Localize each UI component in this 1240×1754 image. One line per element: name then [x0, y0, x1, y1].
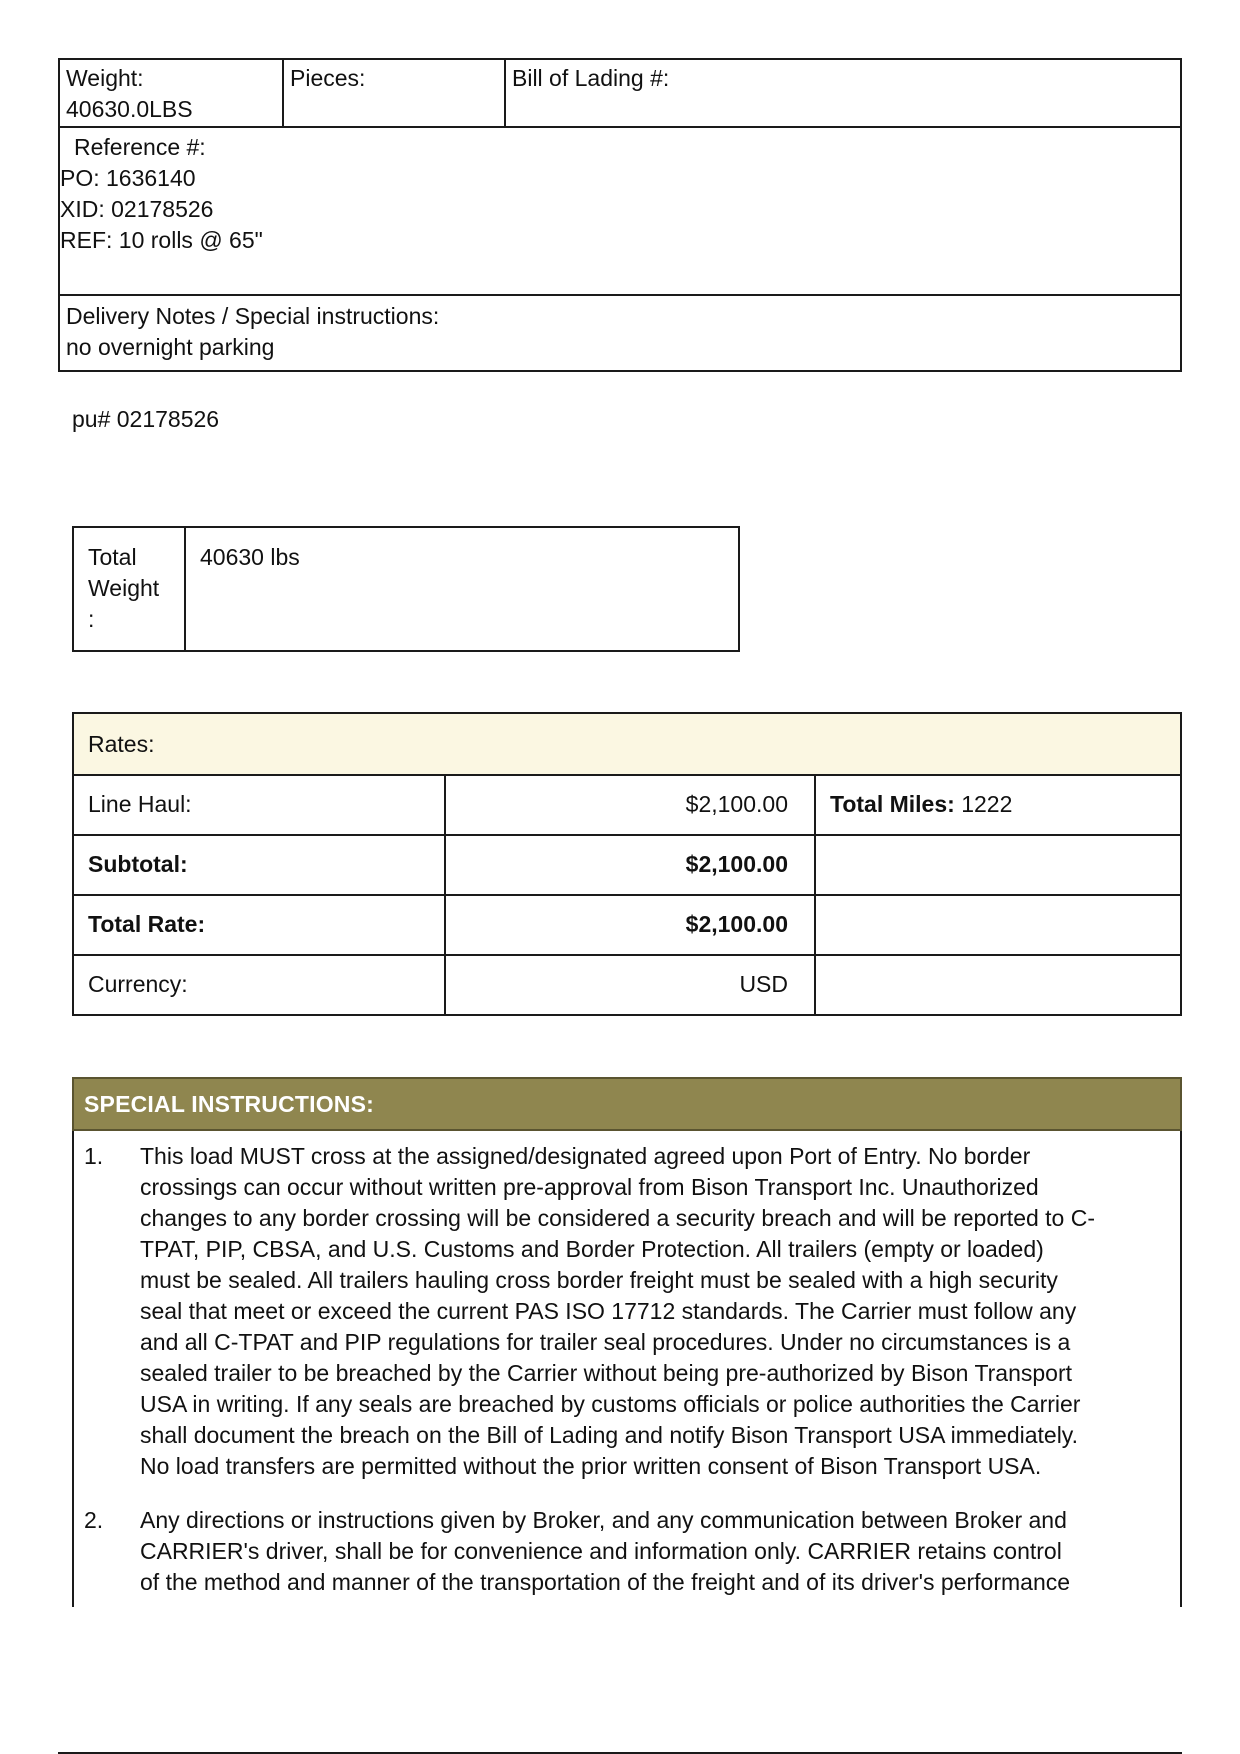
- instruction-line: This load MUST cross at the assigned/designated agreed upon Port of Entry. No border: [140, 1143, 1031, 1169]
- shipment-info-table: [58, 58, 1182, 372]
- instruction-line: and all C-TPAT and PIP regulations for trailer seal procedures. Under no circumstances is a: [140, 1329, 1071, 1355]
- instruction-line: CARRIER's driver, shall be for convenience and information only. CARRIER retains control: [140, 1538, 1062, 1564]
- total-miles-value: 1222: [961, 790, 1013, 817]
- reference-label: Reference #:: [74, 134, 206, 160]
- rates-header: Rates:: [88, 730, 155, 757]
- total-miles-cell: [814, 774, 1180, 834]
- weight-value: 40630.0LBS: [66, 96, 193, 122]
- delivery-notes-value: no overnight parking: [66, 334, 275, 360]
- pieces-cell: [284, 60, 504, 94]
- rates-header-row: [74, 714, 1180, 776]
- column-divider: [184, 528, 186, 650]
- reference-ref: REF: 10 rolls @ 65": [60, 227, 263, 253]
- rates-table: [72, 712, 1182, 1016]
- special-instructions-section: [72, 1077, 1182, 1607]
- subtotal-label: Subtotal:: [88, 850, 188, 877]
- instruction-line: Any directions or instructions given by Broker, and any communication between Broker and: [140, 1507, 1067, 1533]
- instruction-line: seal that meet or exceed the current PAS ISO 17712 standards. The Carrier must follow any: [140, 1298, 1077, 1324]
- instruction-line: sealed trailer to be breached by the Carrier without being pre-authorized by Bison Transport: [140, 1360, 1073, 1386]
- reference-po: PO: 1636140: [60, 165, 196, 191]
- total-rate-value: $2,100.00: [444, 894, 814, 954]
- reference-cell: [60, 132, 1180, 256]
- total-miles-label: Total Miles:: [830, 790, 955, 817]
- total-weight-label-line: Total: [88, 544, 137, 570]
- line-haul-value: $2,100.00: [444, 774, 814, 834]
- line-haul-row: [74, 774, 1180, 836]
- subtotal-value: $2,100.00: [444, 834, 814, 894]
- instruction-line: No load transfers are permitted without the prior written consent of Bison Transport USA.: [140, 1453, 1042, 1479]
- currency-row: [74, 954, 1180, 1014]
- currency-label: Currency:: [88, 970, 188, 997]
- bill-of-lading-cell: [506, 60, 1176, 94]
- instruction-number: 2.: [84, 1507, 104, 1533]
- total-weight-label-line: :: [88, 606, 95, 632]
- bill-of-lading-label: Bill of Lading #:: [512, 65, 670, 91]
- instruction-line: must be sealed. All trailers hauling cross border freight must be sealed with a high security: [140, 1267, 1058, 1293]
- pickup-number: pu# 02178526: [72, 406, 220, 432]
- row-divider: [60, 294, 1180, 296]
- delivery-notes-label: Delivery Notes / Special instructions:: [66, 303, 440, 329]
- row-divider: [60, 126, 1180, 128]
- total-rate-row: [74, 894, 1180, 956]
- pieces-label: Pieces:: [290, 65, 366, 91]
- subtotal-row: [74, 834, 1180, 896]
- instruction-text: [140, 1505, 1180, 1598]
- weight-cell: [60, 60, 282, 125]
- empty-cell: [814, 834, 1180, 894]
- instruction-line: USA in writing. If any seals are breached by customs officials or police authorities the Carrier: [140, 1391, 1081, 1417]
- instruction-line: shall document the breach on the Bill of Lading and notify Bison Transport USA immediately.: [140, 1422, 1078, 1448]
- instruction-line: crossings can occur without written pre-approval from Bison Transport Inc. Unauthorized: [140, 1174, 1039, 1200]
- empty-cell: [814, 894, 1180, 954]
- total-weight-label: [88, 542, 178, 635]
- weight-label: Weight:: [66, 65, 144, 91]
- delivery-notes-cell: [60, 298, 1180, 363]
- instruction-text: [140, 1141, 1180, 1482]
- total-weight-value: 40630 lbs: [200, 544, 300, 570]
- instruction-line: changes to any border crossing will be considered a security breach and will be reported to C-: [140, 1205, 1096, 1231]
- instruction-number: 1.: [84, 1143, 104, 1169]
- instruction-line: of the method and manner of the transportation of the freight and of its driver's performance: [140, 1569, 1071, 1595]
- empty-cell: [814, 954, 1180, 1014]
- special-instructions-header: SPECIAL INSTRUCTIONS:: [72, 1077, 1182, 1131]
- total-weight-label-line: Weight: [88, 575, 160, 601]
- currency-value: USD: [444, 954, 814, 1014]
- instruction-line: TPAT, PIP, CBSA, and U.S. Customs and Border Protection. All trailers (empty or loaded): [140, 1236, 1044, 1262]
- reference-xid: XID: 02178526: [60, 196, 214, 222]
- line-haul-label: Line Haul:: [88, 790, 192, 817]
- total-rate-label: Total Rate:: [88, 910, 206, 937]
- total-weight-table: [72, 526, 740, 652]
